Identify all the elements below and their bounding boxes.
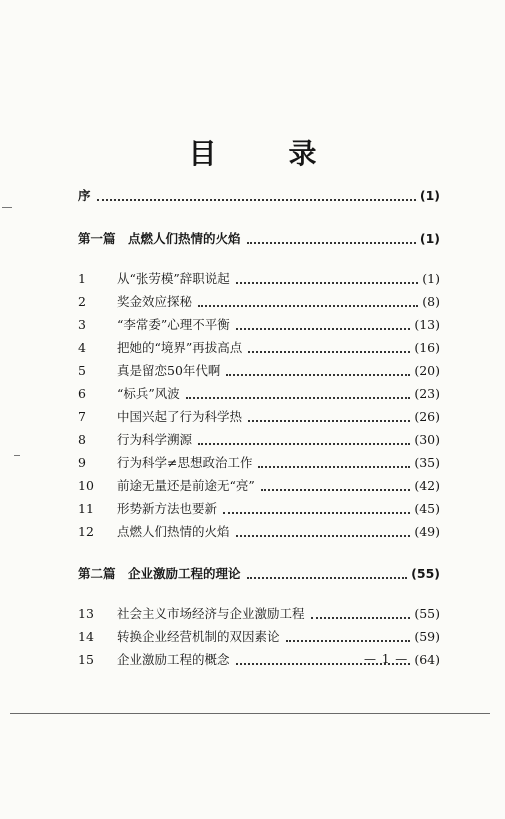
- toc-page-number: (45): [414, 501, 440, 516]
- toc-section-title: 序: [78, 188, 91, 203]
- toc-dot-leader: [198, 443, 410, 445]
- toc-section-title: 第一篇 点燃人们热情的火焰: [78, 231, 241, 246]
- toc-section-row: [0, 231, 440, 247]
- scan-edge-line: [10, 713, 490, 714]
- toc-entry-number: 15: [78, 652, 94, 667]
- toc-entry-title: 形势新方法也要新: [117, 501, 218, 516]
- toc-dot-leader: [248, 351, 410, 353]
- toc-entry-number: 4: [78, 340, 86, 355]
- toc-page-number: (42): [414, 478, 440, 493]
- toc-entry-number: 5: [78, 363, 86, 378]
- toc-entry-title: 行为科学溯源: [117, 432, 193, 447]
- toc-entry-row: [0, 363, 440, 379]
- toc-entry-title: 转换企业经营机制的双因素论: [117, 629, 280, 644]
- toc-entry-row: [0, 409, 440, 425]
- toc-dot-leader: [186, 397, 410, 399]
- toc-page-number: (49): [414, 524, 440, 539]
- toc-page-number: (55): [411, 566, 440, 581]
- toc-entry-row: [0, 478, 440, 494]
- toc-entry-row: [0, 340, 440, 356]
- toc-entry-number: 2: [78, 294, 86, 309]
- toc-entry-title: 点燃人们热情的火焰: [117, 524, 230, 539]
- toc-entry-row: [0, 606, 440, 622]
- toc-entry-number: 12: [78, 524, 94, 539]
- toc-entry-title: 把她的“境界”再拔高点: [117, 340, 243, 355]
- toc-page-number: (35): [414, 455, 440, 470]
- toc-dot-leader: [198, 305, 418, 307]
- toc-dot-leader: [236, 535, 410, 537]
- toc-entry-row: [0, 524, 440, 540]
- scan-margin-mark: [2, 207, 12, 208]
- toc-entry-number: 10: [78, 478, 94, 493]
- toc-page-number: (30): [414, 432, 440, 447]
- toc-dot-leader: [97, 199, 416, 201]
- toc-dot-leader: [286, 640, 410, 642]
- toc-page-number: (26): [414, 409, 440, 424]
- toc-section-row: [0, 188, 440, 204]
- toc-page-number: (55): [414, 606, 440, 621]
- toc-entry-number: 6: [78, 386, 86, 401]
- toc-dot-leader: [236, 282, 418, 284]
- toc-entry-number: 11: [78, 501, 94, 516]
- toc-dot-leader: [226, 374, 410, 376]
- toc-entry-row: [0, 501, 440, 517]
- toc-entry-row: [0, 271, 440, 287]
- page-title: 目 录: [188, 137, 339, 170]
- toc-entry-title: 真是留恋50年代啊: [117, 363, 221, 378]
- toc-entry-title: 从“张劳模”辞职说起: [117, 271, 230, 286]
- toc-entry-number: 8: [78, 432, 86, 447]
- toc-entry-title: “标兵”风波: [117, 386, 180, 401]
- toc-dot-leader: [223, 512, 410, 514]
- toc-page-number: (20): [414, 363, 440, 378]
- toc-entry-number: 13: [78, 606, 94, 621]
- toc-section-row: [0, 566, 440, 582]
- toc-entry-title: 奖金效应探秘: [117, 294, 193, 309]
- toc-page-number: (59): [414, 629, 440, 644]
- toc-entry-number: 14: [78, 629, 94, 644]
- toc-entry-number: 7: [78, 409, 86, 424]
- toc-dot-leader: [247, 242, 416, 244]
- toc-page-number: (13): [414, 317, 440, 332]
- toc-entry-row: [0, 455, 440, 471]
- toc-entry-row: [0, 317, 440, 333]
- toc-dot-leader: [236, 328, 410, 330]
- toc-page-number: (64): [414, 652, 440, 667]
- toc-page-number: (1): [419, 188, 440, 203]
- toc-entry-number: 9: [78, 455, 86, 470]
- toc-dot-leader: [247, 577, 407, 579]
- toc-entry-number: 3: [78, 317, 86, 332]
- page-number-footer: — 1 —: [364, 652, 409, 666]
- scan-margin-mark: [14, 455, 20, 456]
- toc-dot-leader: [261, 489, 410, 491]
- toc-entry-title: 中国兴起了行为科学热: [117, 409, 243, 424]
- toc-dot-leader: [311, 617, 410, 619]
- toc-page-number: (16): [414, 340, 440, 355]
- toc-page-number: (1): [419, 231, 440, 246]
- toc-entry-title: 社会主义市场经济与企业激励工程: [117, 606, 305, 621]
- toc-entry-row: [0, 294, 440, 310]
- toc-entry-title: 企业激励工程的概念: [117, 652, 230, 667]
- toc-entry-title: 行为科学≠思想政治工作: [117, 455, 253, 470]
- toc-entry-title: 前途无量还是前途无“亮”: [117, 478, 255, 493]
- toc-entry-title: “李常委”心理不平衡: [117, 317, 230, 332]
- toc-entry-row: [0, 386, 440, 402]
- toc-page-number: (8): [422, 294, 440, 309]
- toc-dot-leader: [258, 466, 410, 468]
- toc-entry-row: [0, 432, 440, 448]
- toc-entry-number: 1: [78, 271, 86, 286]
- toc-page-number: (1): [422, 271, 440, 286]
- toc-entry-row: [0, 629, 440, 645]
- toc-dot-leader: [248, 420, 410, 422]
- toc-section-title: 第二篇 企业激励工程的理论: [78, 566, 241, 581]
- toc-page-number: (23): [414, 386, 440, 401]
